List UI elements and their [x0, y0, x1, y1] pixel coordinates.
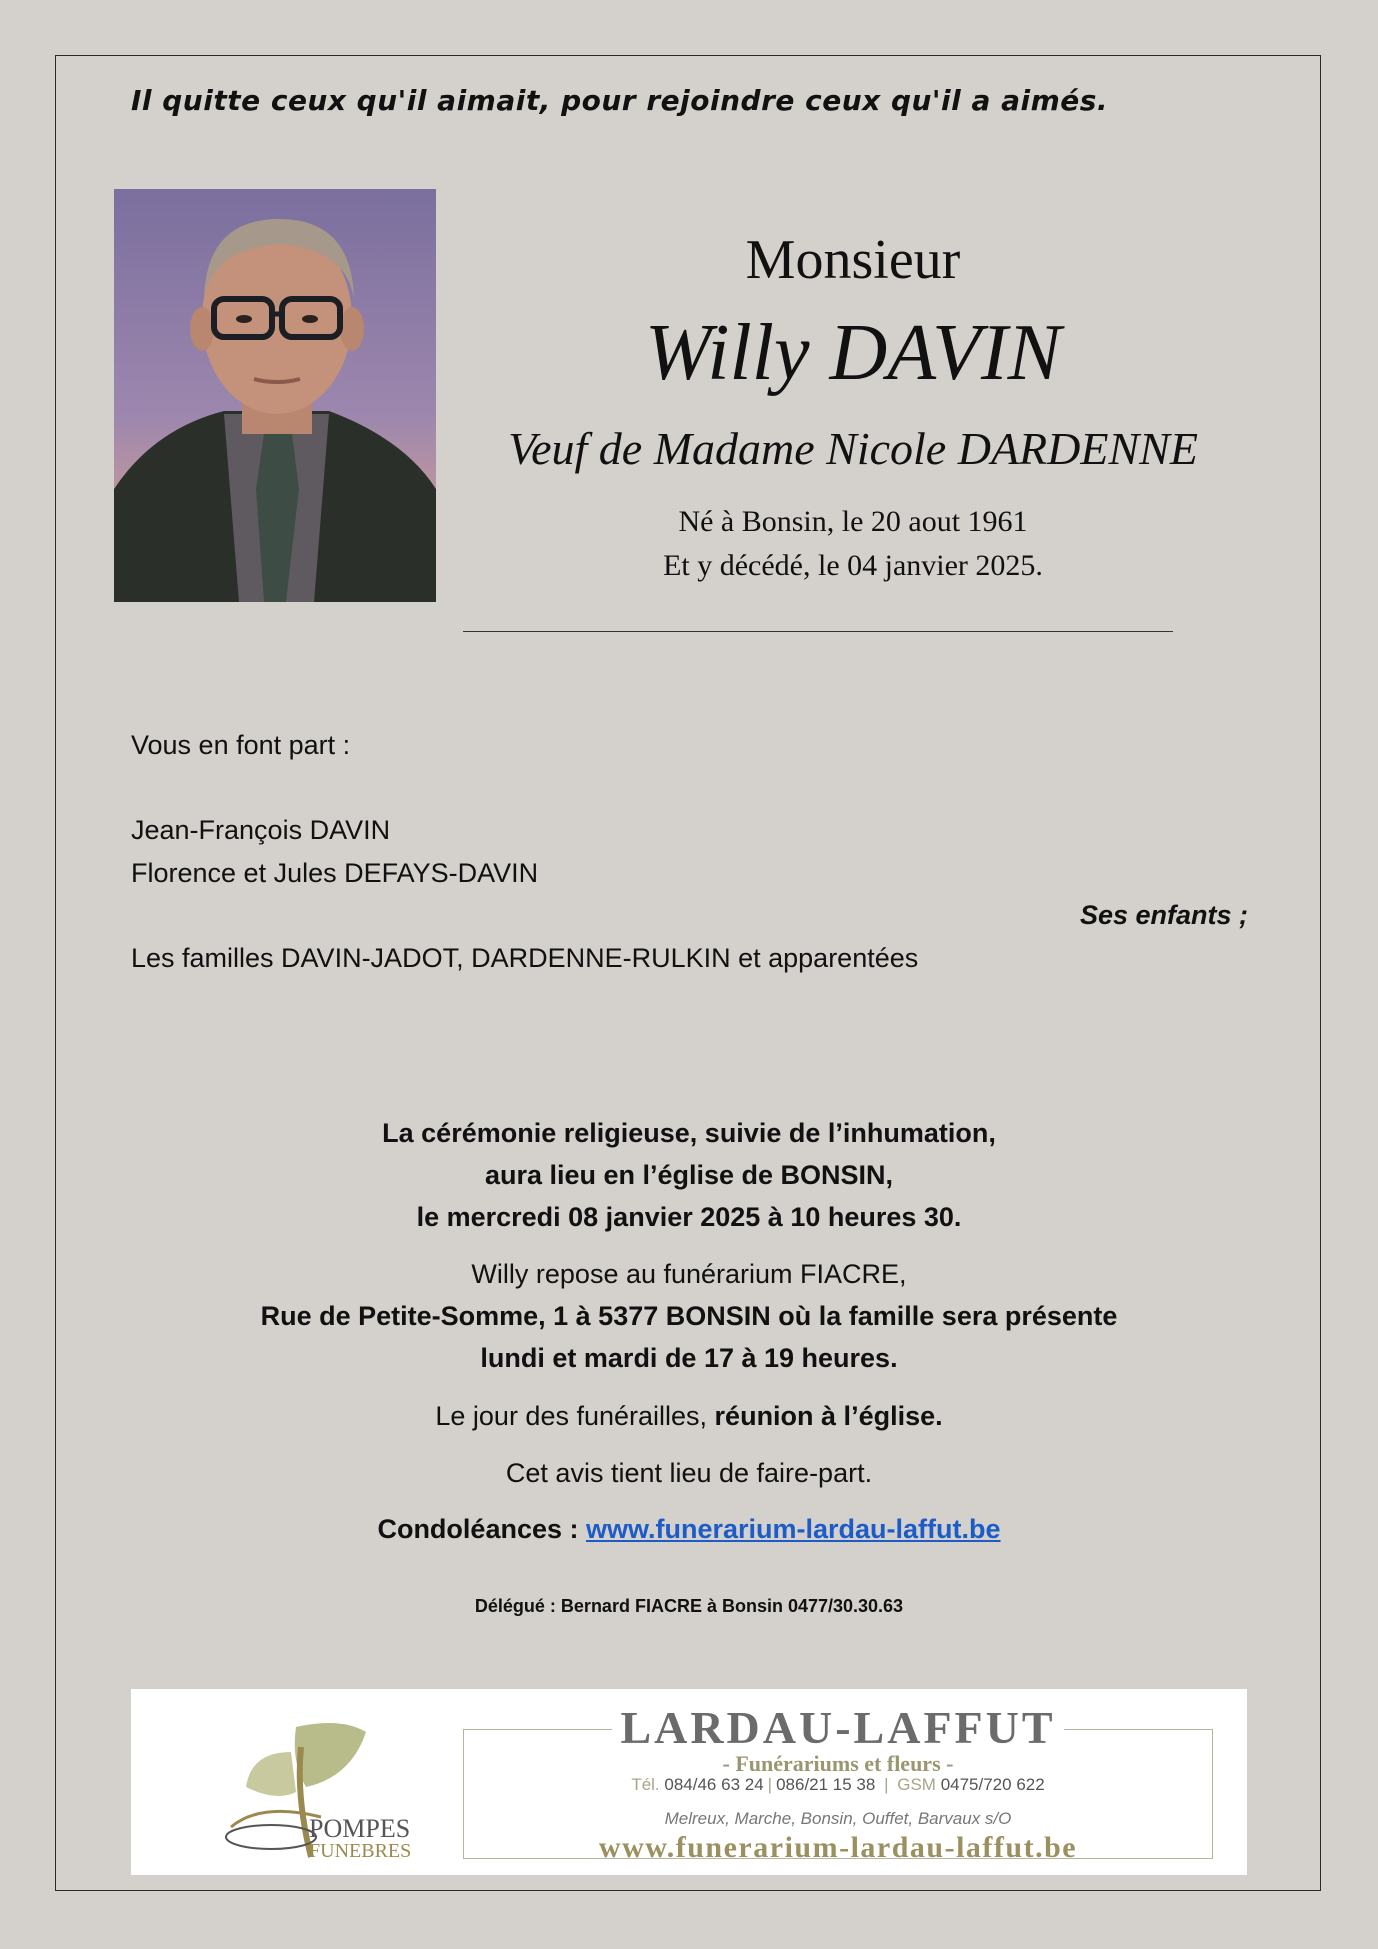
- tel-label: Tél.: [631, 1775, 660, 1794]
- tel2: 086/21 15 38: [776, 1775, 876, 1794]
- funeral-day-emphasis: réunion à l’église.: [714, 1401, 943, 1431]
- funeral-day: [131, 1395, 1247, 1437]
- portrait-photo: [114, 189, 436, 602]
- logo-line1: POMPES: [309, 1814, 411, 1843]
- company-towns: Melreux, Marche, Bonsin, Ouffet, Barvaux s/O: [664, 1809, 1012, 1828]
- children-label: Ses enfants ;: [1079, 900, 1248, 930]
- child-name: Jean-François DAVIN: [131, 815, 391, 845]
- company-name: [463, 1701, 1213, 1754]
- divider: [463, 631, 1173, 632]
- pompes-funebres-logo: [201, 1707, 412, 1867]
- notice-text: Cet avis tient lieu de faire-part.: [505, 1458, 873, 1488]
- announcement-intro: Vous en font part :: [131, 730, 351, 760]
- birth-death-dates: [463, 500, 1243, 588]
- deceased-name: Willy DAVIN: [645, 309, 1061, 397]
- funeral-home-banner: [131, 1689, 1247, 1875]
- visitation-hours: lundi et mardi de 17 à 19 heures.: [480, 1343, 898, 1373]
- visitation-info: [131, 1253, 1247, 1379]
- deceased-title: Monsieur: [745, 229, 961, 291]
- company-phones: Tél. 084/46 63 24 | 086/21 15 38 | GSM 0475/720 622: [631, 1775, 1045, 1794]
- families-line: Les familles DAVIN-JADOT, DARDENNE-RULKIN et apparentées: [131, 943, 919, 973]
- gsm-label: GSM: [897, 1775, 936, 1794]
- condolences-link[interactable]: www.funerarium-lardau-laffut.be: [586, 1514, 1001, 1544]
- visitation-line: Willy repose au funérarium FIACRE,: [471, 1259, 907, 1289]
- company-subtitle: - Funérariums et fleurs -: [722, 1751, 954, 1776]
- child-name: Florence et Jules DEFAYS-DAVIN: [131, 858, 539, 888]
- company-url[interactable]: www.funerarium-lardau-laffut.be: [598, 1831, 1078, 1864]
- gsm: 0475/720 622: [940, 1775, 1045, 1794]
- logo-line2: FUNEBRES: [309, 1840, 412, 1862]
- delegate-info: Délégué : Bernard FIACRE à Bonsin 0477/30.30.63: [474, 1596, 904, 1616]
- birth-line: Né à Bonsin, le 20 aout 1961: [678, 505, 1028, 538]
- death-line: Et y décédé, le 04 janvier 2025.: [663, 549, 1043, 582]
- ceremony-line: La cérémonie religieuse, suivie de l’inhumation,: [382, 1118, 996, 1148]
- funeral-day-prefix: Le jour des funérailles,: [435, 1401, 715, 1431]
- company-name-text: LARDAU-LAFFUT: [612, 1702, 1063, 1753]
- ceremony-line: aura lieu en l’église de BONSIN,: [484, 1160, 894, 1190]
- condolences-label: Condoléances :: [377, 1514, 586, 1544]
- condolences: [131, 1508, 1247, 1550]
- opening-quote: Il quitte ceux qu'il aimait, pour rejoindre ceux qu'il a aimés.: [131, 84, 1109, 117]
- ceremony-line: le mercredi 08 janvier 2025 à 10 heures 30.: [416, 1202, 962, 1232]
- ceremony-info: [131, 1112, 1247, 1238]
- tel1: 084/46 63 24: [664, 1775, 764, 1794]
- visitation-address: Rue de Petite-Somme, 1 à 5377 BONSIN où la famille sera présente: [260, 1301, 1118, 1331]
- widow-of: Veuf de Madame Nicole DARDENNE: [508, 423, 1198, 474]
